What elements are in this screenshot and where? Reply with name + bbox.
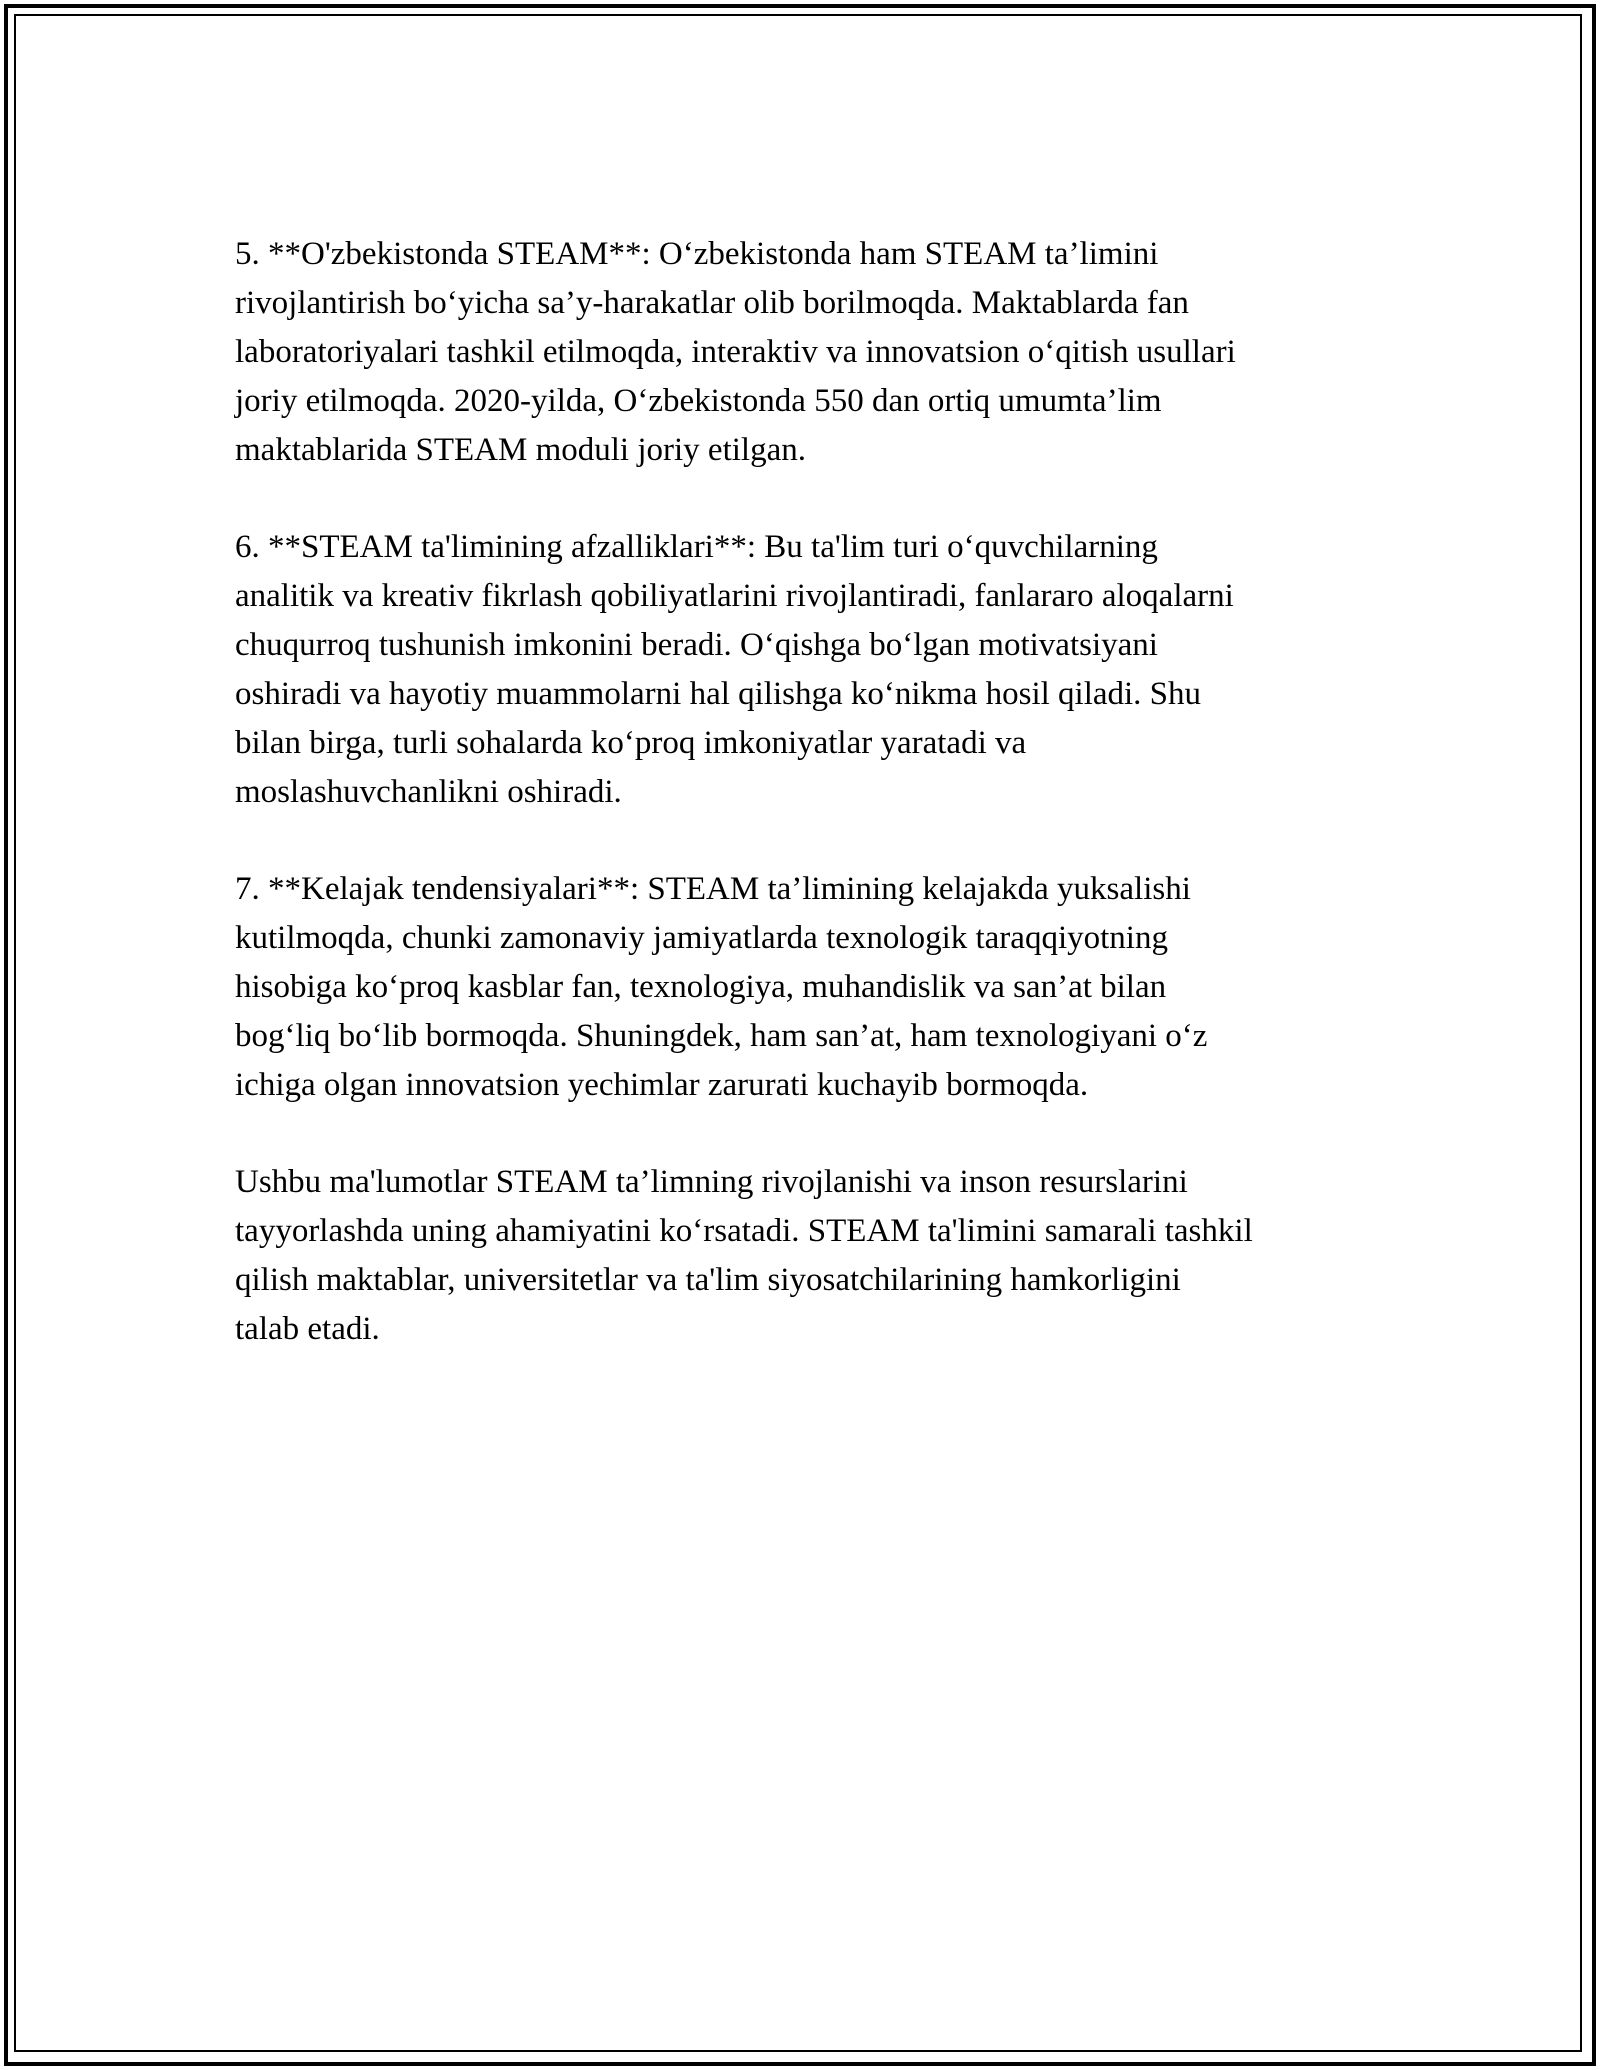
- paragraph-steam-advantages: [235, 523, 1395, 817]
- text-line: bog‘liq bo‘lib bormoqda. Shuningdek, ham san’at, ham texnologiyani o‘z: [235, 1018, 1208, 1054]
- text-line: chuqurroq tushunish imkonini beradi. O‘qishga bo‘lgan motivatsiyani: [235, 627, 1158, 663]
- paragraph-future-trends: [235, 865, 1395, 1110]
- text-line: qilish maktablar, universitetlar va ta'lim siyosatchilarining hamkorligini: [235, 1262, 1181, 1298]
- paragraph-conclusion: [235, 1158, 1395, 1354]
- text-line: laboratoriyalari tashkil etilmoqda, interaktiv va innovatsion o‘qitish usullari: [235, 334, 1236, 370]
- text-line: analitik va kreativ fikrlash qobiliyatlarini rivojlantiradi, fanlararo aloqalarni: [235, 578, 1234, 614]
- text-line: moslashuvchanlikni oshiradi.: [235, 774, 622, 810]
- text-line: ichiga olgan innovatsion yechimlar zarurati kuchayib bormoqda.: [235, 1067, 1089, 1103]
- text-line: talab etadi.: [235, 1311, 380, 1347]
- text-line: bilan birga, turli sohalarda ko‘proq imkoniyatlar yaratadi va: [235, 725, 1027, 761]
- document-body: [235, 230, 1395, 1402]
- text-line: Ushbu ma'lumotlar STEAM ta’limning rivojlanishi va inson resurslarini: [235, 1164, 1188, 1200]
- text-line: oshiradi va hayotiy muammolarni hal qilishga ko‘nikma hosil qiladi. Shu: [235, 676, 1202, 712]
- text-line: rivojlantirish bo‘yicha sa’y-harakatlar olib borilmoqda. Maktablarda fan: [235, 285, 1189, 321]
- text-line: kutilmoqda, chunki zamonaviy jamiyatlarda texnologik taraqqiyotning: [235, 920, 1168, 956]
- text-line: tayyorlashda uning ahamiyatini ko‘rsatadi. STEAM ta'limini samarali tashkil: [235, 1213, 1253, 1249]
- text-line: maktablarida STEAM moduli joriy etilgan.: [235, 432, 806, 468]
- paragraph-uzbekistan-steam: [235, 230, 1395, 475]
- text-line: 7. **Kelajak tendensiyalari**: STEAM ta’limining kelajakda yuksalishi: [235, 871, 1191, 907]
- text-line: 6. **STEAM ta'limining afzalliklari**: Bu ta'lim turi o‘quvchilarning: [235, 529, 1158, 565]
- text-line: joriy etilmoqda. 2020-yilda, O‘zbekistonda 550 dan ortiq umumta’lim: [235, 383, 1162, 419]
- text-line: 5. **O'zbekistonda STEAM**: O‘zbekistonda ham STEAM ta’limini: [235, 236, 1159, 272]
- text-line: hisobiga ko‘proq kasblar fan, texnologiya, muhandislik va san’at bilan: [235, 969, 1167, 1005]
